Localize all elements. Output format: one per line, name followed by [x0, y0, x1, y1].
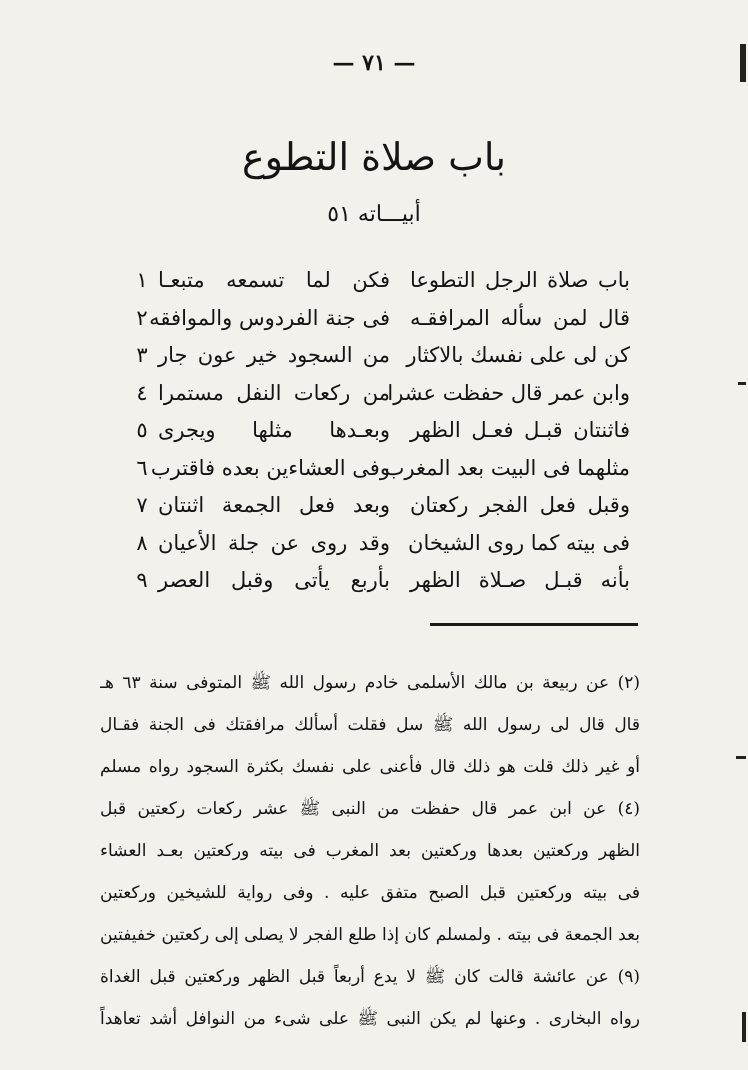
verse-row	[130, 487, 630, 525]
scan-edge-mark	[742, 1012, 746, 1042]
verse-second-hemistich: من ركعات النفل مستمرا	[158, 380, 390, 405]
verse-number: ٧	[136, 493, 148, 517]
verse-first-hemistich: فاثنتان قبـل فعـل الظهر	[410, 418, 630, 442]
verse-row	[130, 412, 630, 450]
verse-first-hemistich: كن لى على نفسك بالاكثار	[406, 343, 630, 367]
verse-row	[130, 450, 630, 488]
verse-row	[130, 375, 630, 413]
verse-row	[130, 262, 630, 300]
chapter-title: باب صلاة التطوع	[241, 135, 506, 179]
verse-first-hemistich: باب صلاة الرجل التطوعا	[410, 268, 630, 292]
verse-row	[130, 525, 630, 563]
verse-first-hemistich: وابن عمر قال حفظت عشرا	[387, 380, 630, 405]
footnote-line: قال قال لى رسول الله ﷺ سل فقلت أسألك مرافقتك فى الجنة فقـال	[100, 715, 640, 735]
verse-count-subtitle: أبيـــاته ٥١	[327, 202, 421, 227]
verse-number: ٣	[136, 343, 148, 367]
verse-number: ٦	[136, 455, 148, 480]
verse-number: ٥	[136, 418, 148, 442]
verse-number: ٢	[136, 305, 148, 330]
scan-edge-mark	[738, 382, 746, 385]
footnote-line: (٢) عن ربيعة بن مالك الأسلمى خادم رسول الله ﷺ المتوفى سنة ٦٣ هـ	[100, 673, 640, 693]
verse-first-hemistich: وقبل فعل الفجر ركعتان	[410, 493, 630, 517]
verse-number: ٨	[136, 530, 148, 555]
footnote-line: الظهر وركعتين بعدها وركعتين بعد المغرب فى بيته وركعتين بعـد العشاء	[100, 841, 640, 861]
scan-edge-mark	[736, 756, 746, 759]
verse-number: ٩	[136, 568, 148, 592]
verse-row	[130, 337, 630, 375]
poem	[130, 262, 630, 600]
verse-second-hemistich: بأربع يأتى وقبل العصر	[158, 568, 390, 592]
footnote-line: أو غير ذلك قلت هو ذلك قال فأعنى على نفسك بكثرة السجود رواه مسلم	[100, 757, 640, 777]
verse-second-hemistich: وقد روى عن جلة الأعيان	[158, 530, 390, 555]
footnote-line: (٩) عن عائشة قالت كان ﷺ لا يدع أربعاً قبل الظهر وركعتين قبل الغداة	[100, 967, 640, 987]
verse-second-hemistich: وبعد فعل الجمعة اثنتان	[158, 493, 390, 517]
verse-row	[130, 300, 630, 338]
verse-number: ١	[136, 268, 148, 292]
verse-second-hemistich: فى جنة الفردوس والموافقه	[149, 305, 390, 330]
footnote-line: رواه البخارى . وعنها لم يكن النبى ﷺ على شىء من النوافل أشد تعاهداً	[100, 1009, 640, 1029]
verse-first-hemistich: قال لمن سأله المرافقـه	[410, 305, 630, 330]
footnote-line: فى بيته وركعتين قبل الصبح متفق عليه . وفى رواية للشيخين وركعتين	[100, 883, 640, 903]
verse-second-hemistich: وبعـدها مثلها ويجرى	[158, 418, 390, 442]
verse-second-hemistich: من السجود خير عون جار	[158, 343, 390, 367]
verse-number: ٤	[136, 380, 148, 405]
verse-first-hemistich: بأنه قبـل صـلاة الظهر	[410, 568, 630, 592]
page-number: — ٧١ —	[332, 50, 416, 76]
scan-edge-mark	[740, 44, 746, 82]
footnotes	[100, 662, 640, 1040]
verse-first-hemistich: مثلهما فى البيت بعد المغرب	[384, 455, 630, 480]
verse-second-hemistich: وفى العشاءين بعده فاقترب	[150, 455, 390, 480]
section-divider	[430, 623, 638, 626]
verse-row	[130, 562, 630, 600]
footnote-line: (٤) عن ابن عمر قال حفظت من النبى ﷺ عشر ركعات ركعتين قبل	[100, 799, 640, 819]
footnote-line: بعد الجمعة فى بيته . ولمسلم كان إذا طلع الفجر لا يصلى إلى ركعتين خفيفتين	[100, 925, 640, 945]
verse-first-hemistich: فى بيته كما روى الشيخان	[408, 530, 630, 555]
verse-second-hemistich: فكن لما تسمعه متبعـا	[158, 268, 390, 292]
